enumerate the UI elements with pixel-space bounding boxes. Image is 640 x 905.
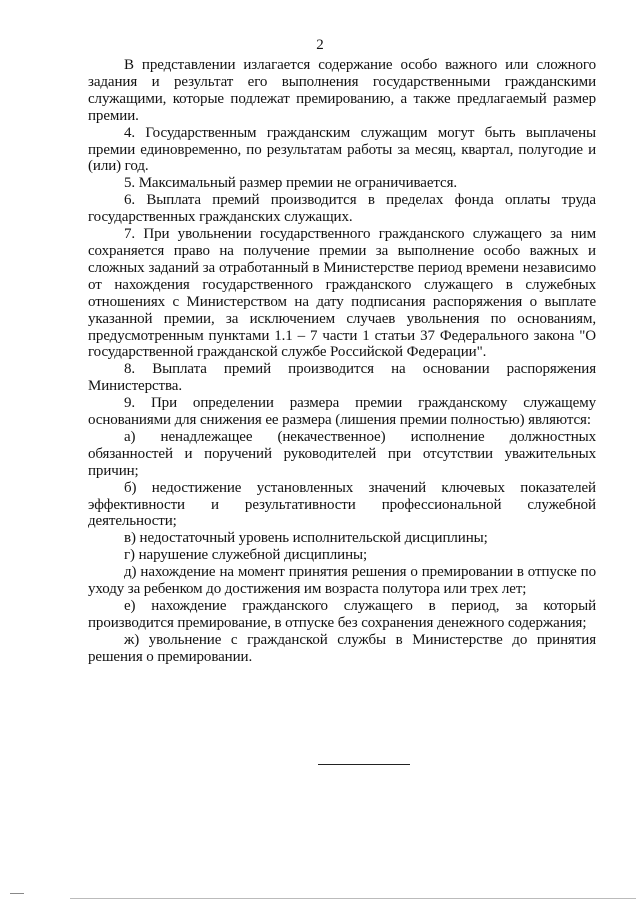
- paragraph-8: 8. Выплата премий производится на основании распоряжения Министерства.: [88, 361, 596, 395]
- list-item-b: б) недостижение установленных значений ключевых показателей эффективности и результативности профессиональной служебной деятельности;: [88, 479, 596, 530]
- page-number: 2: [316, 37, 324, 53]
- scan-bottom-edge: [70, 898, 636, 899]
- list-item-d: д) нахождение на момент принятия решения о премировании в отпуске по уходу за ребенком до достижения им возраста полутора или трех лет;: [88, 564, 596, 598]
- paragraph-6: 6. Выплата премий производится в пределах фонда оплаты труда государственных гражданских служащих.: [88, 192, 596, 226]
- list-item-v: в) недостаточный уровень исполнительской дисциплины;: [124, 530, 488, 547]
- document-body: [88, 57, 596, 666]
- paragraph-submission-content: В представлении излагается содержание особо важного или сложного задания и результат его выполнения государственными гражданскими служащими, которые подлежат премированию, а также предлагаемый размер премии.: [88, 57, 596, 124]
- paragraph-7: 7. При увольнении государственного гражданского служащего за ним сохраняется право на получение премии за выполнение особо важных и сложных заданий за отработанный в Министерстве период времени независимо от нахождения государственного гражданского служащего в служебных отношениях с Министерством на дату подписания распоряжения о выплате указанной премии, за исключением случаев увольнения по основаниям, предусмотренным пунктами 1.1 – 7 части 1 статьи 37 Федерального закона "О государственной гражданской службе Российской Федерации".: [88, 226, 596, 361]
- list-item-g: г) нарушение служебной дисциплины;: [124, 547, 368, 564]
- end-separator-line: [318, 764, 410, 765]
- paragraph-4: 4. Государственным гражданским служащим могут быть выплачены премии единовременно, по результатам работы за месяц, квартал, полугодие и (или) год.: [88, 124, 596, 175]
- list-item-zh: ж) увольнение с гражданской службы в Министерстве до принятия решения о премировании.: [88, 631, 596, 665]
- list-item-a: а) ненадлежащее (некачественное) исполнение должностных обязанностей и поручений руководителей при отсутствии уважительных причин;: [88, 428, 596, 479]
- scan-edge-mark: [10, 893, 24, 894]
- list-item-e: е) нахождение гражданского служащего в период, за который производится премирование, в отпуске без сохранения денежного содержания;: [88, 598, 596, 631]
- paragraph-9: 9. При определении размера премии гражданскому служащему основаниями для снижения ее размера (лишения премии полностью) являются:: [88, 395, 596, 429]
- paragraph-5: 5. Максимальный размер премии не ограничивается.: [124, 175, 458, 192]
